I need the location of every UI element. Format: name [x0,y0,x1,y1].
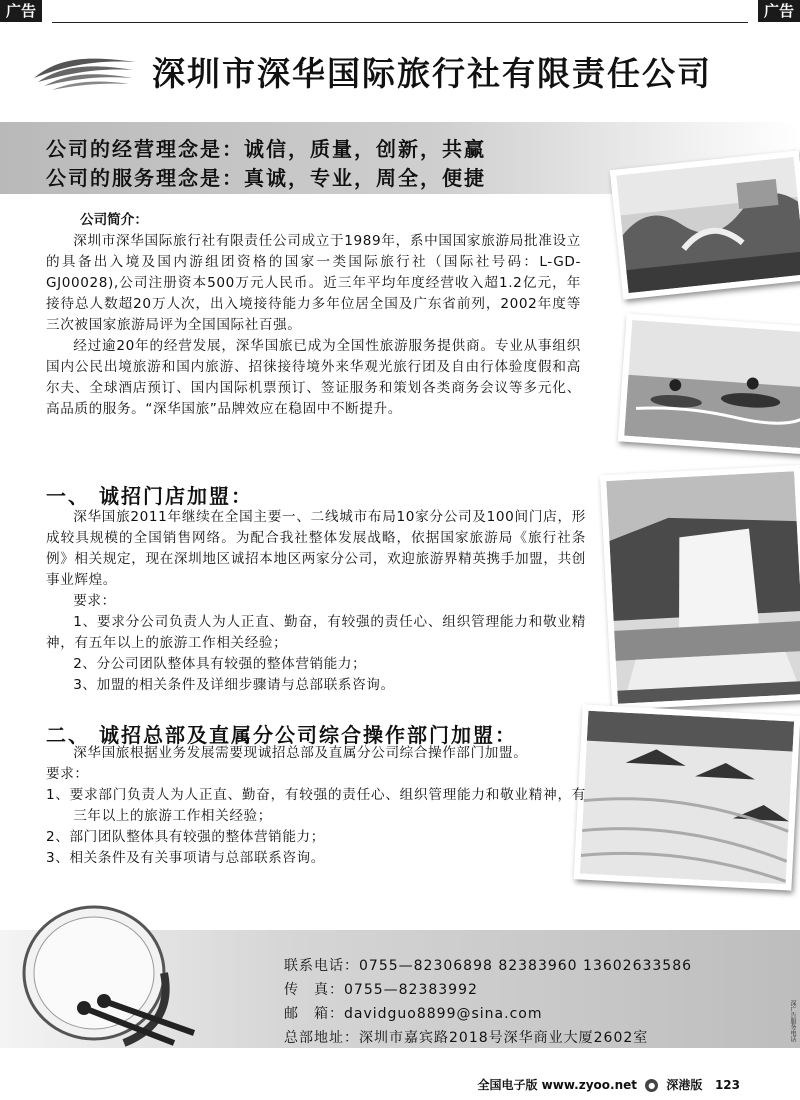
requirement-item: 3、加盟的相关条件及详细步骤请与总部联系咨询。 [73,677,395,693]
service-philosophy: 公司的服务理念是：真诚，专业，周全，便捷 [46,166,486,190]
photo-terraced-fields [574,704,800,890]
photo-collage [600,160,800,900]
requirement-item: 1、要求分公司负责人为人正直、勤奋，有较强的责任心、组织管理能力和敬业精神，有五年以上的旅游工作相关经验； [46,614,586,651]
photo-jet-ski [618,314,800,455]
section1-requirements-label: 要求： [73,593,116,609]
company-intro [46,210,581,420]
section2-title: 二、 诚招总部及直属分公司综合操作部门加盟： [46,723,517,747]
ad-tag-right: 广告 [758,0,800,22]
section2-body [46,743,586,869]
footer-site[interactable]: 全国电子版 www.zyoo.net [477,1078,637,1092]
photo-waterfall [600,465,800,710]
intro-paragraph: 经过逾20年的经营发展，深华国旅已成为全国性旅游服务提供商。专业从事组织国内公民出境旅游和国内旅游、招徕接待境外来华观光旅行团及自由行体验度假和高尔夫、全球酒店预订、国内国际机票预订、签证服务和策划各类商务会议等多元化、高品质的服务。“深华国旅”品牌效应在稳固中不断提升。 [46,338,581,417]
contact-email[interactable]: 邮 箱：davidguo8899@sina.com [284,1006,543,1022]
business-philosophy: 公司的经营理念是：诚信，质量，创新，共赢 [46,137,486,161]
contact-fax: 传 真：0755—82383992 [284,982,478,998]
photo-garden-bridge [610,150,800,299]
section2-requirements-label: 要求： [46,766,89,782]
page-footer [478,1076,741,1093]
ad-tag-left: 广告 [0,0,42,22]
footer-edition: 深港版 [666,1078,703,1092]
wave-logo-icon [30,48,140,92]
company-name: 深圳市深华国际旅行社有限责任公司 [152,54,712,93]
requirement-item: 2、部门团队整体具有较强的整体营销能力； [46,829,325,845]
drum-icon [14,893,204,1053]
requirement-item: 2、分公司团队整体具有较强的整体营销能力； [73,656,367,672]
contact-address: 总部地址：深圳市嘉宾路2018号深华商业大厦2602室 [284,1030,649,1046]
requirement-item: 1、要求部门负责人为人正直、勤奋，有较强的责任心、组织管理能力和敬业精神，有三年以上的旅游工作相关经验； [46,787,586,824]
intro-paragraph: 深圳市深华国际旅行社有限责任公司成立于1989年，系中国国家旅游局批准设立的具备出入境及国内游组团资格的国家一类国际旅行社（国际社号码：L-GD-GJ00028),公司注册资本500万元人民币。近三年平均年度经营收入超1.2亿元，年接待总人数超20万人次，出入境接待能力多年位居全国及广东省前列，2002年度等三次被国家旅游局评为全国国际社百强。 [46,233,581,333]
intro-heading: 公司简介： [80,212,148,228]
section1-title: 一、 诚招门店加盟： [46,484,253,508]
section2-paragraph: 深华国旅根据业务发展需要现诚招总部及直属分公司综合操作部门加盟。 [73,745,528,761]
side-note: 深广告服务电话 [789,1000,796,1042]
page-number: 123 [714,1078,740,1092]
edition-logo-icon: ● [645,1079,658,1092]
contact-phone: 联系电话：0755—82306898 82383960 13602633586 [284,958,693,974]
section1-body [46,507,586,696]
requirement-item: 3、相关条件及有关事项请与总部联系咨询。 [46,850,325,866]
section1-paragraph: 深华国旅2011年继续在全国主要一、二线城市布局10家分公司及100间门店，形成较具规模的全国销售网络。为配合我社整体发展战略，依据国家旅游局《旅行社条例》相关规定，现在深圳地区诚招本地区两家分公司，欢迎旅游界精英携手加盟，共创事业辉煌。 [46,509,586,588]
